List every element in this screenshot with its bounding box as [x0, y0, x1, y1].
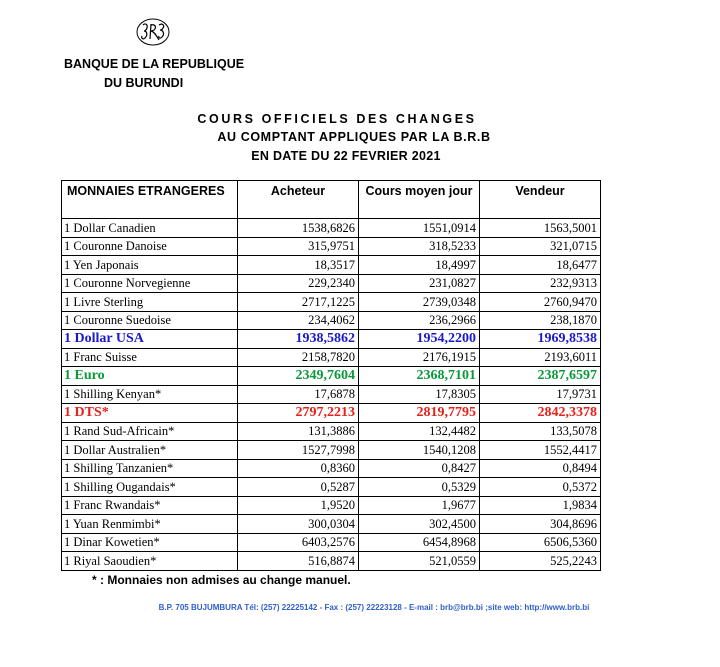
table-row — [62, 496, 601, 515]
sell-rate: 18,6477 — [480, 256, 601, 275]
mid-rate: 1540,1208 — [359, 441, 480, 460]
buy-rate: 1,9520 — [238, 496, 359, 515]
currency-name: 1 Riyal Saoudien* — [62, 552, 238, 571]
sell-rate: 525,2243 — [480, 552, 601, 571]
mid-rate: 302,4500 — [359, 515, 480, 534]
currency-name: 1 Franc Rwandais* — [62, 496, 238, 515]
table-row — [62, 552, 601, 571]
table-row — [62, 274, 601, 293]
sell-rate: 232,9313 — [480, 274, 601, 293]
currency-name: 1 Shilling Kenyan* — [62, 385, 238, 404]
bank-name-line2: DU BURUNDI — [104, 76, 184, 90]
table-row — [62, 330, 601, 349]
column-header-sell: Vendeur — [480, 181, 601, 219]
sell-rate: 321,0715 — [480, 237, 601, 256]
buy-rate: 2158,7820 — [238, 348, 359, 367]
buy-rate: 2349,7604 — [238, 367, 359, 386]
mid-rate: 521,0559 — [359, 552, 480, 571]
footnote: * : Monnaies non admises au change manuel. — [92, 573, 351, 587]
mid-rate: 1551,0914 — [359, 219, 480, 238]
sell-rate: 238,1870 — [480, 311, 601, 330]
page-subtitle: AU COMPTANT APPLIQUES PAR LA B.R.B — [217, 130, 491, 144]
currency-name: 1 Dinar Kowetien* — [62, 533, 238, 552]
table-row — [62, 422, 601, 441]
mid-rate: 17,8305 — [359, 385, 480, 404]
mid-rate: 18,4997 — [359, 256, 480, 275]
sell-rate: 6506,5360 — [480, 533, 601, 552]
currency-name: 1 Rand Sud-Africain* — [62, 422, 238, 441]
currency-name: 1 DTS* — [62, 404, 238, 423]
sell-rate: 0,5372 — [480, 478, 601, 497]
buy-rate: 229,2340 — [238, 274, 359, 293]
currency-name: 1 Couronne Norvegienne — [62, 274, 238, 293]
buy-rate: 234,4062 — [238, 311, 359, 330]
sell-rate: 1,9834 — [480, 496, 601, 515]
table-row — [62, 478, 601, 497]
table-row — [62, 459, 601, 478]
sell-rate: 1969,8538 — [480, 330, 601, 349]
buy-rate: 17,6878 — [238, 385, 359, 404]
table-row — [62, 256, 601, 275]
buy-rate: 18,3517 — [238, 256, 359, 275]
page-date: EN DATE DU 22 FEVRIER 2021 — [251, 149, 441, 163]
table-row — [62, 219, 601, 238]
mid-rate: 2819,7795 — [359, 404, 480, 423]
currency-name: 1 Shilling Tanzanien* — [62, 459, 238, 478]
table-row — [62, 441, 601, 460]
buy-rate: 0,8360 — [238, 459, 359, 478]
buy-rate: 1938,5862 — [238, 330, 359, 349]
sell-rate: 304,8696 — [480, 515, 601, 534]
sell-rate: 0,8494 — [480, 459, 601, 478]
mid-rate: 0,5329 — [359, 478, 480, 497]
currency-name: 1 Shilling Ougandais* — [62, 478, 238, 497]
sell-rate: 17,9731 — [480, 385, 601, 404]
buy-rate: 0,5287 — [238, 478, 359, 497]
mid-rate: 2176,1915 — [359, 348, 480, 367]
sell-rate: 2760,9470 — [480, 293, 601, 312]
currency-name: 1 Yen Japonais — [62, 256, 238, 275]
sell-rate: 133,5078 — [480, 422, 601, 441]
currency-name: 1 Yuan Renmimbi* — [62, 515, 238, 534]
currency-name: 1 Dollar Australien* — [62, 441, 238, 460]
buy-rate: 6403,2576 — [238, 533, 359, 552]
buy-rate: 300,0304 — [238, 515, 359, 534]
currency-name: 1 Couronne Danoise — [62, 237, 238, 256]
table-row — [62, 367, 601, 386]
buy-rate: 1538,6826 — [238, 219, 359, 238]
currency-name: 1 Euro — [62, 367, 238, 386]
page-title: COURS OFFICIELS DES CHANGES — [197, 112, 477, 126]
currency-name: 1 Dollar USA — [62, 330, 238, 349]
contact-footer: B.P. 705 BUJUMBURA Tél: (257) 22225142 - Fax : (257) 22223128 - E-mail : brb@brb.bi ;site web: http://www.brb.bi — [158, 603, 590, 612]
table-row — [62, 311, 601, 330]
sell-rate: 1563,5001 — [480, 219, 601, 238]
column-header-mid: Cours moyen jour — [359, 181, 480, 219]
brb-logo-icon — [135, 17, 171, 47]
table-row — [62, 237, 601, 256]
buy-rate: 2797,2213 — [238, 404, 359, 423]
exchange-rates-table — [61, 180, 601, 571]
table-header-row — [62, 181, 601, 219]
mid-rate: 132,4482 — [359, 422, 480, 441]
mid-rate: 2739,0348 — [359, 293, 480, 312]
currency-name: 1 Franc Suisse — [62, 348, 238, 367]
table-row — [62, 515, 601, 534]
buy-rate: 131,3886 — [238, 422, 359, 441]
table-row — [62, 293, 601, 312]
buy-rate: 516,8874 — [238, 552, 359, 571]
currency-name: 1 Livre Sterling — [62, 293, 238, 312]
buy-rate: 315,9751 — [238, 237, 359, 256]
currency-name: 1 Dollar Canadien — [62, 219, 238, 238]
sell-rate: 2842,3378 — [480, 404, 601, 423]
buy-rate: 2717,1225 — [238, 293, 359, 312]
mid-rate: 231,0827 — [359, 274, 480, 293]
table-row — [62, 348, 601, 367]
sell-rate: 1552,4417 — [480, 441, 601, 460]
column-header-buy: Acheteur — [238, 181, 359, 219]
sell-rate: 2193,6011 — [480, 348, 601, 367]
bank-name-line1: BANQUE DE LA REPUBLIQUE — [64, 57, 245, 71]
sell-rate: 2387,6597 — [480, 367, 601, 386]
table-row — [62, 404, 601, 423]
buy-rate: 1527,7998 — [238, 441, 359, 460]
mid-rate: 236,2966 — [359, 311, 480, 330]
mid-rate: 2368,7101 — [359, 367, 480, 386]
table-row — [62, 385, 601, 404]
mid-rate: 1954,2200 — [359, 330, 480, 349]
mid-rate: 0,8427 — [359, 459, 480, 478]
currency-name: 1 Couronne Suedoise — [62, 311, 238, 330]
table-row — [62, 533, 601, 552]
mid-rate: 318,5233 — [359, 237, 480, 256]
mid-rate: 1,9677 — [359, 496, 480, 515]
mid-rate: 6454,8968 — [359, 533, 480, 552]
column-header-currency: MONNAIES ETRANGERES — [62, 181, 238, 219]
